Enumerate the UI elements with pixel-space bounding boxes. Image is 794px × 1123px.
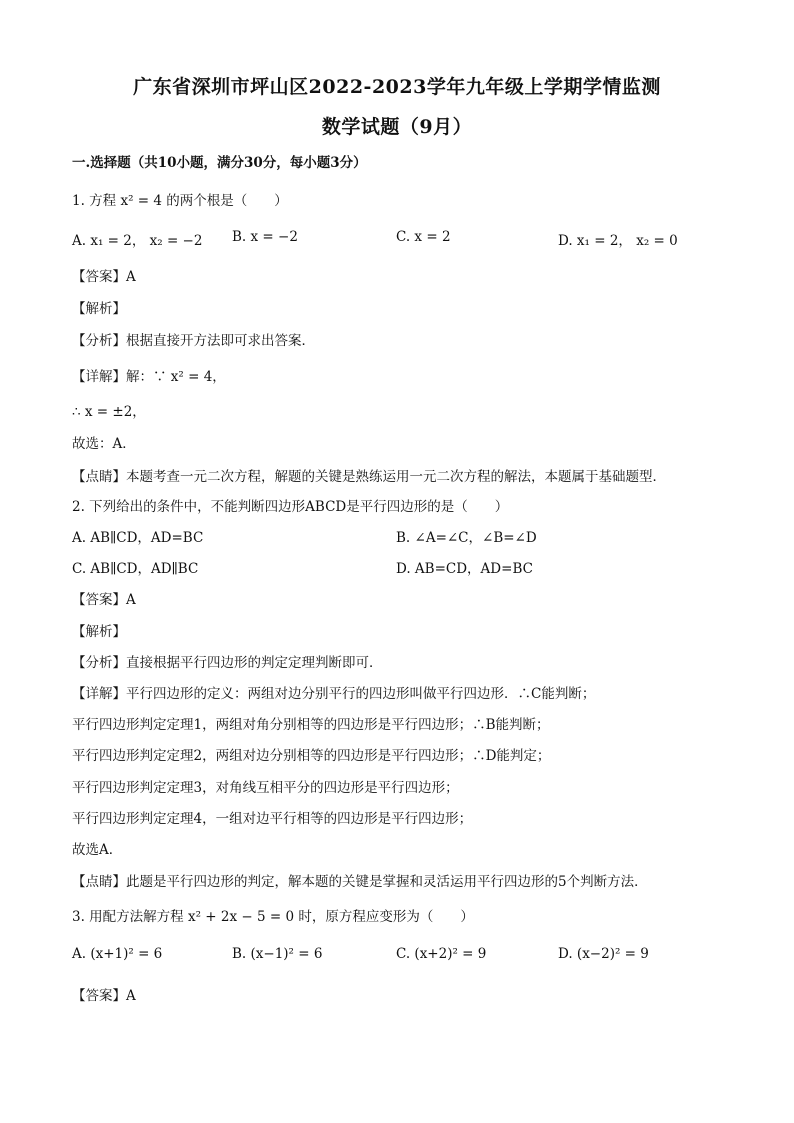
q1-detail-3: 故选：A． — [72, 436, 136, 452]
q1-option-b: B. x = −2 — [232, 229, 298, 245]
q2-detail-5: 平行四边形判定定理4，一组对边平行相等的四边形是平行四边形； — [72, 811, 473, 827]
section-heading: 一.选择题（共10小题，满分30分，每小题3分） — [72, 155, 367, 171]
q2-option-b: B. ∠A=∠C，∠B=∠D — [396, 530, 537, 546]
document-title: 广东省深圳市坪山区2022-2023学年九年级上学期学情监测 — [133, 76, 661, 98]
q2-fenxi: 【分析】直接根据平行四边形的判定定理判断即可． — [72, 655, 383, 671]
q2-answer: 【答案】A — [72, 592, 136, 608]
document-subtitle: 数学试题（9月） — [321, 116, 473, 138]
q1-option-d: D. x₁ = 2， x₂ = 0 — [558, 233, 678, 249]
q2-stem: 2. 下列给出的条件中，不能判断四边形ABCD是平行四边形的是（ ） — [72, 499, 509, 515]
q2-analysis-label: 【解析】 — [72, 624, 126, 640]
q1-fenxi: 【分析】根据直接开方法即可求出答案． — [72, 333, 315, 349]
q2-detail-3: 平行四边形判定定理2，两组对边分别相等的四边形是平行四边形；∴D能判定； — [72, 748, 551, 764]
q2-detail-2: 平行四边形判定定理1，两组对角分别相等的四边形是平行四边形；∴B能判断； — [72, 717, 550, 733]
q1-option-c: C. x = 2 — [396, 229, 451, 245]
q3-answer: 【答案】A — [72, 988, 136, 1004]
q1-detail-2: ∴ x = ±2， — [72, 404, 146, 420]
q3-stem: 3. 用配方法解方程 x² + 2x − 5 = 0 时，原方程应变形为（ ） — [72, 909, 474, 925]
q3-option-b: B. (x−1)² = 6 — [232, 946, 323, 962]
q2-option-d: D. AB=CD，AD=BC — [396, 561, 533, 577]
q2-comment: 【点睛】此题是平行四边形的判定，解本题的关键是掌握和灵活运用平行四边形的5个判断方法． — [72, 874, 648, 890]
q3-option-a: A. (x+1)² = 6 — [72, 946, 163, 962]
q2-option-a: A. AB∥CD，AD=BC — [72, 530, 204, 546]
q1-stem: 1. 方程 x² = 4 的两个根是（ ） — [72, 193, 288, 209]
q1-answer: 【答案】A — [72, 269, 136, 285]
q2-option-c: C. AB∥CD，AD∥BC — [72, 561, 199, 577]
q1-analysis-label: 【解析】 — [72, 301, 126, 317]
q3-option-d: D. (x−2)² = 9 — [558, 946, 649, 962]
q2-detail-4: 平行四边形判定定理3，对角线互相平分的四边形是平行四边形； — [72, 780, 459, 796]
q1-option-a: A. x₁ = 2， x₂ = −2 — [72, 233, 203, 249]
q2-detail-1: 【详解】平行四边形的定义：两组对边分别平行的四边形叫做平行四边形．∴C能判断； — [72, 686, 596, 702]
q3-option-c: C. (x+2)² = 9 — [396, 946, 487, 962]
q2-detail-6: 故选A． — [72, 842, 123, 858]
q1-detail-1: 【详解】解：∵ x² = 4， — [72, 369, 226, 385]
q1-comment: 【点睛】本题考查一元二次方程，解题的关键是熟练运用一元二次方程的解法，本题属于基础题型． — [72, 469, 666, 485]
